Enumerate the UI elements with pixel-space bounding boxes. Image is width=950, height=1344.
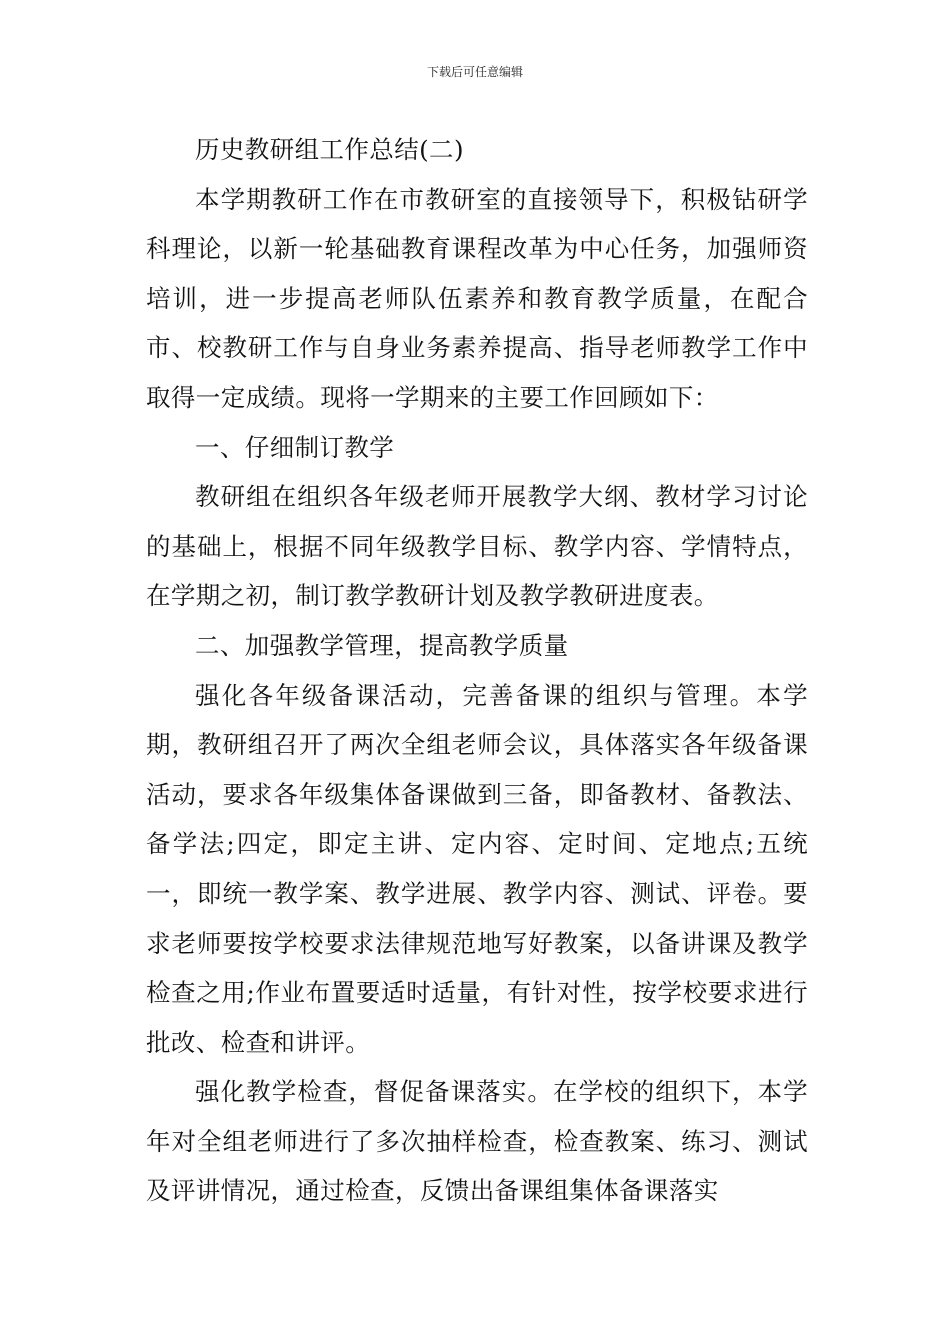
paragraph-intro: 本学期教研工作在市教研室的直接领导下，积极钻研学科理论，以新一轮基础教育课程改革为中心任务，加强师资培训，进一步提高老师队伍素养和教育教学质量，在配合市、校教研工作与自身业务素养提高、指导老师教学工作中取得一定成绩。现将一学期来的主要工作回顾如下：: [146, 184, 808, 412]
paragraph-section-2b: 强化教学检查，督促备课落实。在学校的组织下，本学年对全组老师进行了多次抽样检查，检查教案、练习、测试及评讲情况，通过检查，反馈出备课组集体备课落实: [146, 1077, 808, 1206]
document-title: 历史教研组工作总结(二): [195, 135, 464, 164]
section-heading-1: 一、仔细制订教学: [195, 432, 395, 462]
document-body: [146, 125, 808, 1216]
page-header-note: 下载后可任意编辑: [426, 65, 523, 79]
paragraph-section-1: 教研组在组织各年级老师开展教学大纲、教材学习讨论的基础上，根据不同年级教学目标、教学内容、学情特点，在学期之初，制订教学教研计划及教学教研进度表。: [146, 482, 808, 611]
paragraph-section-2a: 强化各年级备课活动，完善备课的组织与管理。本学期，教研组召开了两次全组老师会议，具体落实各年级备课活动，要求各年级集体备课做到三备，即备教材、备教法、备学法;四定，即定主讲、定内容、定时间、定地点;五统一，即统一教学案、教学进展、教学内容、测试、评卷。要求老师要按学校要求法律规范地写好教案，以备讲课及教学检查之用;作业布置要适时适量，有针对性，按学校要求进行批改、检查和讲评。: [146, 680, 808, 1057]
section-heading-2: 二、加强教学管理，提高教学质量: [195, 630, 569, 660]
